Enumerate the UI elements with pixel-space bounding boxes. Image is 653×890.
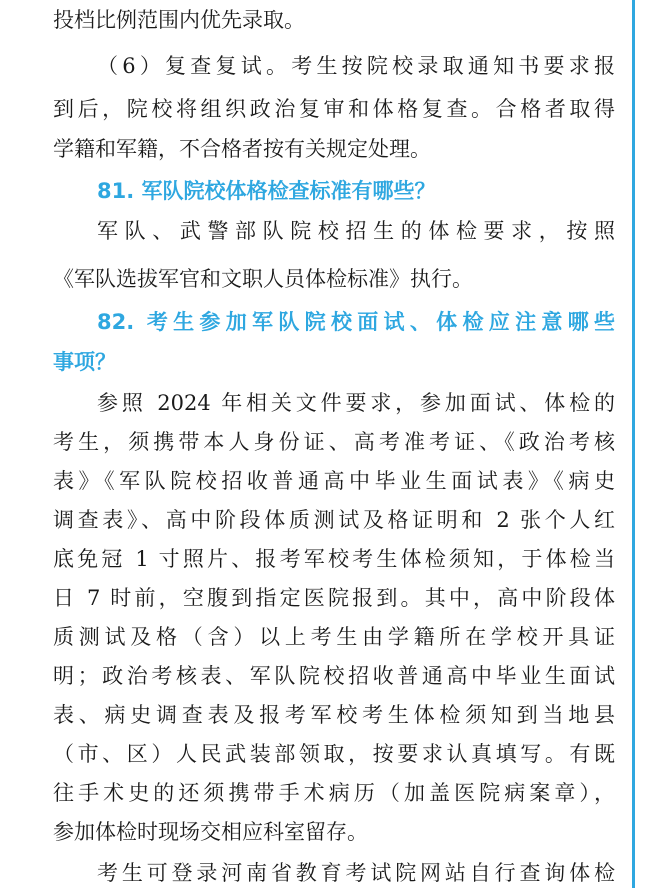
text-line: 参照 2024 年相关文件要求，参加面试、体检的 — [97, 391, 615, 415]
text-line: 到后，院校将组织政治复审和体格复查。合格者取得 — [53, 97, 615, 121]
page-edge-rule — [632, 0, 635, 888]
text-line: 往手术史的还须携带手术病历（加盖医院病案章）， — [53, 781, 615, 805]
section-heading-82-continued: 事项？ — [53, 350, 116, 374]
section-heading-82: 82. 考生参加军队院校面试、体检应注意哪些 — [97, 310, 615, 334]
text-line: 军队、武警部队院校招生的体检要求，按照 — [97, 219, 615, 243]
text-line: 参加体检时现场交相应科室留存。 — [53, 820, 368, 844]
text-line: 明；政治考核表、军队院校招收普通高中毕业生面试 — [53, 664, 615, 688]
text-line: 表》《军队院校招收普通高中毕业生面试表》《病史 — [53, 469, 615, 493]
text-line: 考生，须携带本人身份证、高考准考证、《政治考核 — [53, 430, 615, 454]
text-line: 学籍和军籍，不合格者按有关规定处理。 — [53, 137, 431, 161]
text-line: （6）复查复试。考生按院校录取通知书要求报 — [97, 54, 615, 78]
text-line: （市、区）人民武装部领取，按要求认真填写。有既 — [53, 742, 615, 766]
text-line: 表、病史调查表及报考军校考生体检须知到当地县 — [53, 703, 615, 727]
text-line: 投档比例范围内优先录取。 — [53, 8, 305, 32]
text-line: 日 7 时前，空腹到指定医院报到。其中，高中阶段体 — [53, 586, 615, 610]
text-line: 质测试及格（含）以上考生由学籍所在学校开具证 — [53, 625, 615, 649]
section-heading-81: 81. 军队院校体格检查标准有哪些？ — [97, 179, 436, 203]
text-line: 底免冠 1 寸照片、报考军校考生体检须知，于体检当 — [53, 547, 615, 571]
text-line: 调查表》、高中阶段体质测试及格证明和 2 张个人红 — [53, 508, 615, 532]
text-line: 《军队选拔军官和文职人员体检标准》执行。 — [53, 267, 473, 291]
text-line: 考生可登录河南省教育考试院网站自行查询体检 — [97, 861, 615, 885]
